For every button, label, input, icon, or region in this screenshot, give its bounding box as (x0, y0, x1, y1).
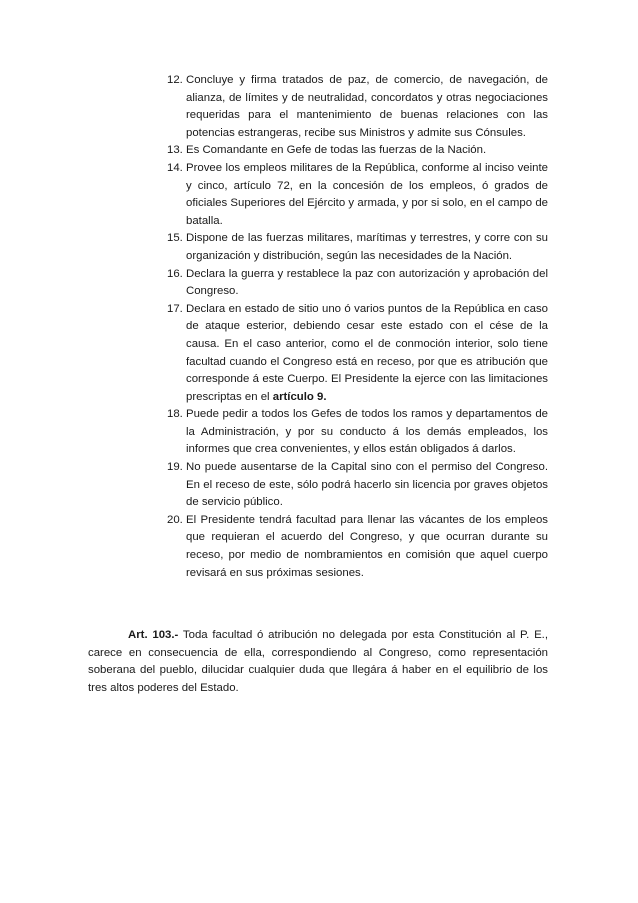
item-number: 19. (167, 461, 183, 474)
item-text: Dispone de las fuerzas militares, marítimas y terrestres, y corre con su organización y distribución, según las necesidades de la Nación. (186, 232, 548, 262)
item-number: 12. (167, 74, 183, 86)
item-number: 13. (167, 144, 183, 157)
list-item (159, 512, 548, 582)
list-item (159, 160, 548, 230)
item-text: Declara en estado de sitio uno ó varios puntos de la República en caso de ataque esterior, debiendo cesar este estado con el cése de la causa. En el caso anterior, como el de conmoción interior, solo tiene facultad cuando el Congreso está en receso, por que es atribución que corresponde á este Cuerpo. El Presidente la ejerce con las limitaciones prescriptas en el (186, 302, 548, 403)
list-item (159, 72, 548, 142)
list-item (159, 142, 548, 160)
article-reference: artículo 9. (272, 390, 327, 403)
item-number: 15. (167, 232, 183, 245)
item-text: Concluye y firma tratados de paz, de comercio, de navegación, de alianza, de límites y de neutralidad, concordatos y otras negociaciones requeridas para el mantenimiento de buenas relaciones con las potencias estrangeras, recibe sus Ministros y admite sus Cónsules. (186, 74, 548, 139)
item-number: 14. (167, 161, 183, 174)
item-text: Declara la guerra y restablece la paz con autorización y aprobación del Congreso. (186, 267, 548, 298)
item-number: 20. (167, 513, 183, 526)
list-item (159, 266, 548, 301)
article-label: Art. 103.- (128, 629, 179, 641)
list-item (159, 406, 548, 459)
list-item (159, 459, 548, 512)
article-text: Toda facultad ó atribución no delegada por esta Constitución al P. E., carece en consecuencia de ella, correspondiendo al Congreso, como representación soberana del pueblo, dilucidar cualquier duda que llegára á haber en el equilibrio de los tres altos poderes del Estado. (88, 629, 548, 694)
item-text: Provee los empleos militares de la República, conforme al inciso veinte y cinco, artículo 72, en la concesión de los empleos, ó grados de oficiales Superiores del Ejército y armada, y por si solo, en el campo de batalla. (186, 161, 548, 227)
item-number: 17. (167, 302, 183, 315)
list-item (159, 301, 548, 407)
item-text: No puede ausentarse de la Capital sino con el permiso del Congreso. En el receso de este, sólo podrá hacerlo sin licencia por graves objetos de servicio público. (186, 461, 548, 509)
item-number: 18. (167, 408, 183, 421)
item-number: 16. (167, 267, 183, 280)
numbered-list (159, 72, 548, 582)
article-paragraph (88, 627, 548, 697)
list-item (159, 230, 548, 265)
item-text: El Presidente tendrá facultad para llenar las vácantes de los empleos que requieran el acuerdo del Congreso, y que ocurran durante su receso, por medio de nombramientos en comisión que aquel cuerpo revisará en sus próximas sesiones. (186, 513, 548, 579)
item-text: Puede pedir a todos los Gefes de todos los ramos y departamentos de la Administración, y por su conducto á los demás empleados, los informes que crea convenientes, y ellos están obligados á darlos. (186, 408, 548, 456)
item-text: Es Comandante en Gefe de todas las fuerzas de la Nación. (186, 144, 487, 157)
